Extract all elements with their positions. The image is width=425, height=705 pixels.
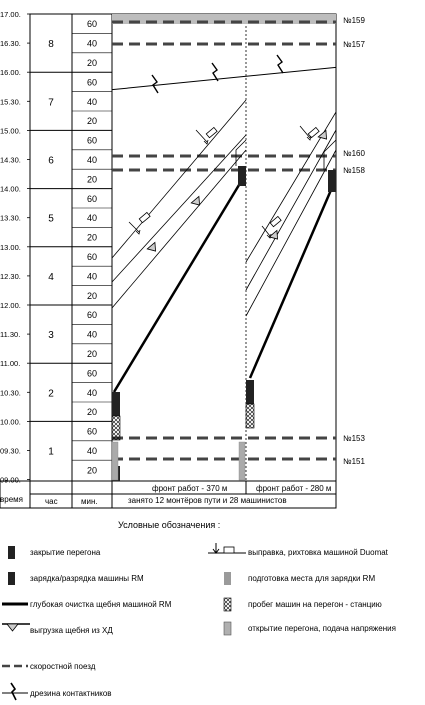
opening-block: [239, 442, 245, 480]
work-diagonal: [112, 100, 246, 258]
hour-label: 8: [48, 39, 54, 51]
time-axis: [0, 10, 30, 485]
time-label: 09.30.: [0, 446, 21, 456]
time-label: 14.00.: [0, 184, 21, 194]
train-label: №153: [343, 434, 365, 443]
minute-label: 40: [86, 213, 98, 224]
minute-label: 20: [86, 116, 98, 127]
time-label: 15.00.: [0, 126, 21, 136]
legend-closure-symbol: [8, 546, 15, 559]
minute-label: 20: [86, 465, 98, 476]
minute-label: 60: [86, 77, 98, 88]
legend-closure: закрытие перегона: [30, 548, 101, 557]
legend-title: Условные обозначения :: [118, 520, 221, 530]
unloading-marker: [147, 242, 159, 254]
work-front-right: фронт работ - 280 м: [256, 484, 332, 493]
work-front-left: фронт работ - 370 м: [152, 484, 228, 493]
charge-block: [112, 392, 120, 416]
legend-charge: зарядка/разрядка машины RM: [30, 574, 144, 583]
minute-label: 40: [86, 155, 98, 165]
train-label: №158: [343, 166, 365, 175]
opening-block: [112, 442, 118, 480]
trolley-marker: [277, 55, 283, 73]
hour-label: 1: [48, 446, 54, 458]
minute-label: 60: [86, 368, 98, 379]
time-label: 16.00.: [0, 68, 21, 78]
trolley-line: [112, 67, 336, 89]
minute-label: 60: [86, 310, 98, 321]
duomat-marker: [308, 127, 319, 137]
time-label: 14.30.: [0, 155, 21, 165]
hour-label: 4: [48, 271, 54, 283]
time-label: 12.30.: [0, 271, 21, 281]
time-label: 09.00.: [0, 475, 21, 485]
duomat-arrow: [196, 130, 207, 142]
train-label: №157: [343, 40, 365, 49]
time-label: 10.00.: [0, 417, 21, 427]
hour-label: 5: [48, 213, 54, 225]
minute-label: 20: [86, 174, 98, 185]
schedule-marks: [112, 14, 336, 481]
time-label: 16.30.: [0, 39, 21, 49]
legend-express: скоростной поезд: [30, 662, 96, 671]
time-label: 13.00.: [0, 242, 21, 252]
duomat-marker: [270, 216, 281, 226]
minute-label: 60: [86, 193, 98, 204]
time-label: 11.30.: [0, 330, 21, 340]
trolley-marker: [152, 75, 158, 93]
run-block: [112, 416, 120, 440]
train-labels: [343, 16, 365, 466]
legend-duomat: выправка, рихтовка машиной Duomat: [248, 548, 388, 557]
time-label: 10.30.: [0, 388, 21, 398]
minute-label: 60: [86, 252, 98, 262]
hour-label: 6: [48, 155, 54, 167]
charge-block: [238, 166, 246, 186]
minute-label: 20: [86, 349, 98, 359]
time-label: 13.30.: [0, 213, 21, 223]
legend-run: пробег машин на перегон - станцию: [248, 600, 382, 609]
legend-opening: открытие перегона, подача напряжения: [248, 624, 396, 633]
minute-label: 60: [86, 19, 98, 30]
minute-label: 60: [86, 135, 98, 146]
time-label: 17.00.: [0, 10, 21, 19]
duomat-arrow: [300, 126, 310, 138]
hour-label: 2: [48, 388, 54, 400]
legend-trolley: дрезина контактников: [30, 689, 112, 698]
minute-label: 40: [86, 329, 98, 340]
column-header-minute: мин.: [81, 497, 98, 506]
train-label: №151: [343, 457, 365, 466]
trolley-marker: [212, 63, 218, 81]
legend-trolley-marker: [11, 683, 16, 700]
duomat-arrow: [262, 226, 270, 236]
hour-label: 3: [48, 330, 54, 342]
staff-note: занято 12 монтёров пути и 28 машинистов: [128, 496, 287, 505]
minute-label: 40: [86, 446, 98, 456]
time-label: 15.30.: [0, 97, 21, 107]
duomat-marker: [139, 212, 150, 222]
minute-label: 60: [86, 426, 98, 437]
time-label: 12.00.: [0, 301, 21, 310]
cleaning-line-right: [250, 190, 331, 378]
legend-duomat-rect: [224, 547, 234, 553]
work-diagonal: [246, 150, 336, 316]
grid-frame: [30, 14, 336, 481]
minute-label: 40: [86, 271, 98, 282]
unloading-marker: [318, 130, 330, 142]
charge-block: [246, 380, 254, 404]
column-header-time: время: [0, 495, 23, 504]
minute-label: 20: [86, 290, 98, 301]
column-header-hour: час: [45, 497, 58, 506]
unloading-marker: [269, 230, 281, 242]
legend-cleaning: глубокая очистка щебня машиной RM: [30, 600, 172, 609]
hour-column: [30, 14, 112, 458]
legend-prep-symbol: [224, 572, 231, 585]
train-label: №159: [343, 16, 365, 25]
legend-symbols: [2, 543, 246, 700]
train-label: №160: [343, 149, 365, 158]
schedule-grid: [0, 14, 336, 508]
legend-opening-symbol: [224, 622, 231, 635]
legend-run-symbol: [224, 598, 231, 611]
time-label: 11.00.: [0, 359, 21, 369]
legend-charge-symbol: [8, 572, 15, 585]
minute-label: 40: [86, 96, 98, 107]
hour-label: 7: [48, 97, 54, 109]
duomat-arrow: [129, 222, 139, 232]
legend-unloading-triangle: [7, 624, 18, 631]
legend-prep: подготовка места для зарядки RM: [248, 574, 376, 583]
minute-label: 20: [86, 407, 98, 418]
minute-label: 40: [86, 38, 98, 49]
minute-label: 40: [86, 387, 98, 398]
charge-block: [328, 170, 336, 192]
cleaning-line-left: [114, 180, 242, 392]
legend-unloading: выгрузка щебня из ХД: [30, 626, 113, 635]
minute-label: 20: [86, 58, 98, 68]
minute-label: 20: [86, 232, 98, 243]
run-block: [246, 404, 254, 428]
